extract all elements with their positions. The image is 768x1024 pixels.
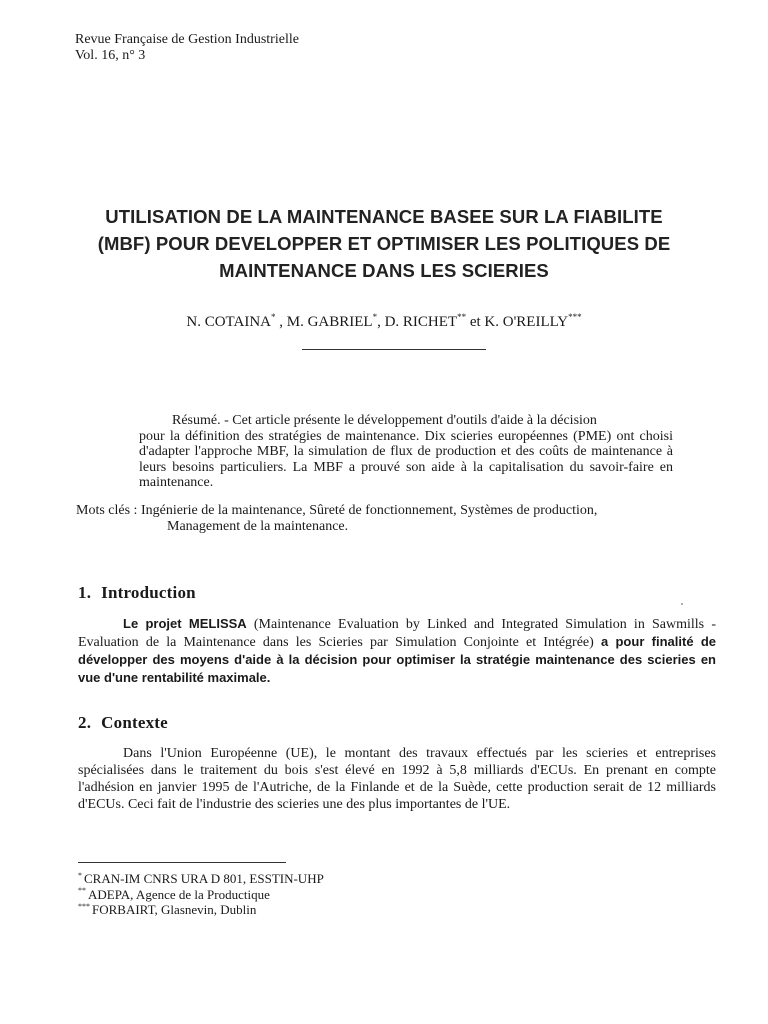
title-divider	[302, 349, 486, 350]
paper-title	[40, 203, 728, 284]
footnote-text: ADEPA, Agence de la Productique	[88, 886, 270, 902]
scan-speck	[681, 603, 683, 605]
footnote	[78, 887, 324, 903]
footnote	[78, 871, 324, 887]
journal-header	[75, 32, 299, 64]
section-title: Contexte	[101, 713, 168, 732]
keywords-line-2: Management de la maintenance.	[167, 519, 349, 534]
footnote	[78, 902, 324, 918]
author-1: N. COTAINA	[186, 314, 271, 330]
abstract-body: pour la définition des stratégies de maintenance. Dix scieries européennes (PME) ont choisi d'adapter l'approche MBF, la simulation de flux de production et des coûts de maintenance à leurs besoins particuliers. La MBF a prouvé son aide à la capitalisation du savoir-faire en maintenance.	[139, 428, 673, 490]
title-line-2: (MBF) POUR DEVELOPPER ET OPTIMISER LES POLITIQUES DE	[97, 233, 671, 254]
footnote-mark: **	[78, 886, 86, 896]
abstract-first-line: Résumé. - Cet article présente le développement d'outils d'aide à la décision	[172, 413, 597, 428]
title-line-1: UTILISATION DE LA MAINTENANCE BASEE SUR LA FIABILITE	[105, 206, 663, 227]
footnote-mark: ***	[78, 901, 90, 911]
author-4-mark: ***	[568, 312, 582, 322]
section-title: Introduction	[101, 583, 196, 602]
title-line-3: MAINTENANCE DANS LES SCIERIES	[219, 260, 549, 281]
journal-name: Revue Française de Gestion Industrielle	[75, 32, 299, 47]
context-paragraph: Dans l'Union Européenne (UE), le montant des travaux effectués par les scieries et entreprises spécialisées dans le traitement du bois s'est élevé en 1992 à 5,8 milliards d'ECUs. En prenant en compte l'adhésion en janvier 1995 de l'Autriche, de la Finlande et de la Suède, cette production serait de 12 milliards d'ECUs. Ceci fait de l'industrie des scieries une des plus importantes de l'UE.	[78, 746, 716, 812]
author-2-mark: *	[372, 312, 378, 322]
footnote-divider	[78, 862, 286, 863]
journal-volume: Vol. 16, n° 3	[75, 48, 146, 63]
author-3-mark: **	[457, 312, 467, 322]
keywords-line-1: Ingénierie de la maintenance, Sûreté de fonctionnement, Systèmes de production,	[140, 503, 598, 518]
author-list	[0, 314, 768, 331]
intro-normal-text: (Maintenance Evaluation by Linked and Integrated Simulation in Sawmills - Evaluation de la Maintenance dans les Scieries par Simulation Conjointe et Intégrée)	[78, 617, 716, 650]
footnote-text: CRAN-IM CNRS URA D 801, ESSTIN-UHP	[84, 871, 324, 886]
footnote-text: FORBAIRT, Glasnevin, Dublin	[92, 902, 257, 917]
abstract	[139, 413, 673, 491]
introduction-paragraph	[78, 615, 716, 687]
author-4: et K. O'REILLY	[466, 314, 569, 330]
intro-bold-goal: a pour finalité de développer des moyens d'aide à la décision pour optimiser la stratégie maintenance des scieries en vue d'une rentabilité maximale.	[78, 634, 717, 685]
footnotes	[78, 871, 324, 918]
section-heading-contexte	[78, 713, 168, 733]
keywords-label: Mots clés :	[76, 503, 141, 518]
author-2: , M. GABRIEL	[275, 314, 373, 330]
keywords	[76, 503, 716, 535]
author-3: , D. RICHET	[377, 314, 458, 330]
author-1-mark: *	[271, 312, 276, 322]
section-heading-introduction	[78, 583, 196, 603]
footnote-mark: *	[78, 870, 82, 880]
section-number: 2.	[78, 713, 92, 732]
section-number: 1.	[78, 583, 92, 602]
intro-bold-project: Le projet MELISSA	[123, 616, 247, 631]
